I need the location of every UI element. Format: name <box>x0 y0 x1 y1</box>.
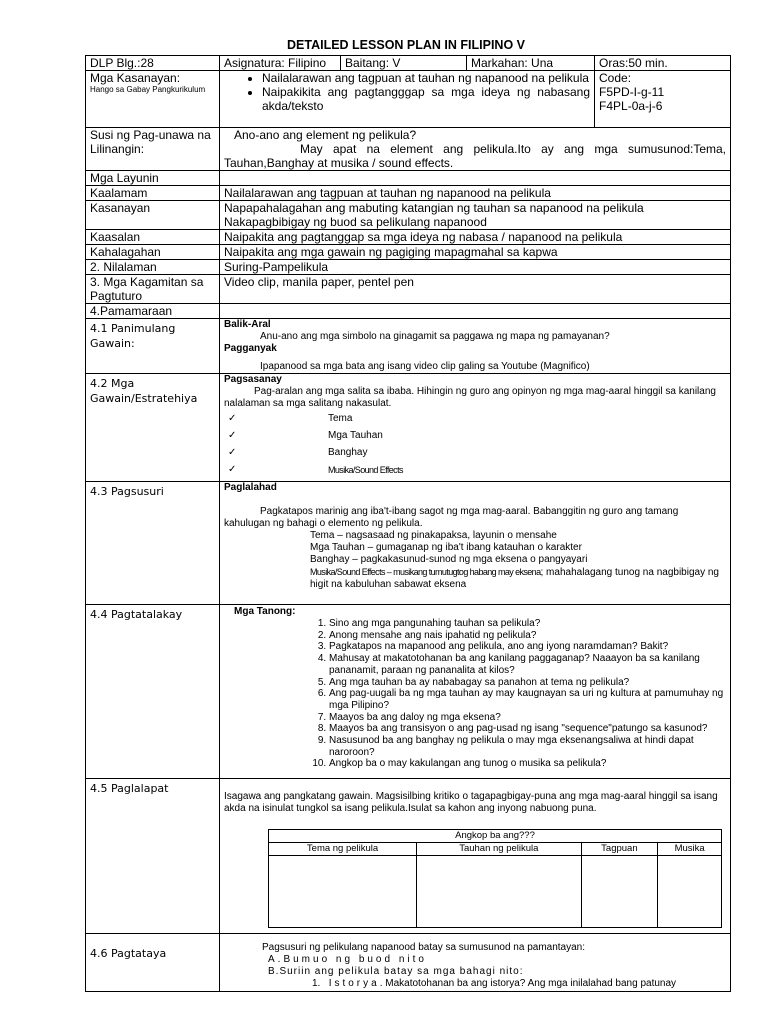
section-4-4-content <box>220 605 731 779</box>
definition-item <box>310 566 726 591</box>
section-4-5-label: 4.5 Paglalapat <box>86 779 220 934</box>
section-4-3-content <box>220 482 731 605</box>
definition-item: Tema – nagsasaad ng pinakapaksa, layunin o mensahe <box>310 530 557 541</box>
code-value: F5PD-I-g-11 <box>599 85 665 99</box>
section-4-6-content <box>220 934 731 992</box>
question-item: 9. Nasusunod ba ang banghay ng pelikula o may mga eksenangsaliwa at hindi dapat naroroon? <box>329 735 726 758</box>
subject: Asignatura: Filipino <box>220 56 341 71</box>
question-item: 3. Pagkatapos na mapanood ang pelikula, ano ang iyong naramdaman? Bakit? <box>329 641 726 653</box>
column-header: Tema ng pelikula <box>269 843 417 856</box>
materials-label: 3. Mga Kagamitan sa Pagtuturo <box>86 275 220 304</box>
critique-table <box>268 829 722 928</box>
check-icon: ✓ <box>228 429 237 441</box>
values-label: Kahalagahan <box>86 245 220 260</box>
critique-answer-row <box>269 856 722 928</box>
definition-music-term: Musika/Sound Effects – musikang tumutugtog habang may eksena <box>310 567 541 577</box>
question-item: 1. Sino ang mga pangunahing tauhan sa pelikula? <box>329 618 726 630</box>
section-4-5-content <box>220 779 731 934</box>
drill-heading: Pagsasanay <box>224 374 282 385</box>
key-answer: May apat na element ang pelikula.Ito ay ang mga sumusunod:Tema, Tauhan,Banghay at musika / sound effects. <box>224 142 727 170</box>
presentation-heading: Paglalahad <box>224 482 277 493</box>
content-label: 2. Nilalaman <box>86 260 220 275</box>
key-understanding-cell <box>220 128 731 171</box>
motivation-heading: Pagganyak <box>224 343 277 354</box>
question-item: 7. Maayos ba ang daloy ng mga eksena? <box>329 712 726 724</box>
review-heading: Balik-Aral <box>224 319 271 330</box>
questions-heading: Mga Tanong: <box>234 606 296 617</box>
knowledge-row <box>86 186 731 201</box>
definition-music-rest: ; mahahalagang tunog na nagbibigay ng higit na kabuluhan sabawat eksena <box>310 567 719 590</box>
procedure-label: 4.Pamamaraan <box>86 304 220 319</box>
document-title: DETAILED LESSON PLAN IN FILIPINO V <box>287 38 525 52</box>
lesson-plan-table <box>85 55 731 992</box>
checklist-label: Banghay <box>328 446 368 458</box>
quarter: Markahan: Una <box>467 56 595 71</box>
presentation-text: Pagkatapos marinig ang iba't-ibang sagot ng mga mag-aaral. Babanggitin ng guro ang tamang kahulugan ng bahagi o elemento ng pelikula. <box>224 506 679 529</box>
code-value: F4PL-0a-j-6 <box>599 99 663 113</box>
attitude-row <box>86 230 731 245</box>
question-item: 4. Mahusay at makatotohanan ba ang kanilang paggaganap? Naaayon ba sa kanilang pananamit, paraan ng pananalita at kilos? <box>329 653 726 676</box>
section-4-3-label: 4.3 Pagsusuri <box>86 482 220 605</box>
section-4-1 <box>86 319 731 374</box>
header-row <box>86 56 731 71</box>
question-item: 10. Angkop ba o may kakulangan ang tunog o musika sa pelikula? <box>329 758 726 770</box>
answer-cell[interactable] <box>581 856 658 928</box>
skill-objective-row <box>86 201 731 230</box>
application-text: Isagawa ang pangkatang gawain. Magsisilbing kritiko o tagapagbigay-puna ang mga mag-aaral hinggil sa isang akda na isinulat tungkol sa isang pelikula.Isulat sa kahon ang inyong nabuong puna. <box>224 791 718 814</box>
question-item: 5. Ang mga tauhan ba ay nababagay sa panahon at tema ng pelikula? <box>329 677 726 689</box>
check-icon: ✓ <box>228 412 237 424</box>
materials-value: Video clip, manila paper, pentel pen <box>220 275 731 304</box>
critique-header-row <box>269 843 722 856</box>
section-4-4 <box>86 605 731 779</box>
item-text: . Makatotohanan ba ang istorya? Ang mga inilalahad bang patunay <box>379 978 677 989</box>
check-icon: ✓ <box>228 446 237 458</box>
key-understanding-row <box>86 128 731 171</box>
checklist-item <box>224 444 726 461</box>
grade-level: Baitang: V <box>341 56 467 71</box>
skills-label-cell <box>86 71 220 128</box>
section-4-1-label: 4.1 Panimulang Gawain: <box>86 319 220 374</box>
values-value: Naipakita ang mga gawain ng pagiging mapagmahal sa kapwa <box>220 245 731 260</box>
drill-text: Pag-aralan ang mga salita sa ibaba. Hihingin ng guro ang opinyon ng mga mag-aaral hinggil sa kanilang nalalaman sa mga salitang nakasulat. <box>224 386 716 409</box>
assessment-b: B.Suriin ang pelikula batay sa mga bahagi nito: <box>268 966 524 977</box>
code-cell <box>595 71 731 128</box>
checklist-item <box>224 461 726 478</box>
assessment-a: A.Bumuo ng buod nito <box>268 954 427 965</box>
definition-item: Mga Tauhan – gumaganap ng iba't ibang katauhan o karakter <box>310 542 582 553</box>
motivation-text: Ipapanood sa mga bata ang isang video clip galing sa Youtube (Magnifico) <box>260 361 590 372</box>
definition-item: Banghay – pagkakasunud-sunod ng mga eksena o pangyayari <box>310 554 588 565</box>
key-question: Ano-ano ang element ng pelikula? <box>234 128 417 142</box>
objectives-row <box>86 171 731 186</box>
skill-objective-label: Kasanayan <box>86 201 220 230</box>
knowledge-label: Kaalamam <box>86 186 220 201</box>
assessment-intro: Pagsusuri ng pelikulang napanood batay sa sumusunod na pamantayan: <box>262 942 586 953</box>
skill-item: • Nailalarawan ang tagpuan at tauhan ng napanood na pelikula <box>262 71 590 85</box>
content-value: Suring-Pampelikula <box>220 260 731 275</box>
values-row <box>86 245 731 260</box>
section-4-1-content <box>220 319 731 374</box>
definition-list <box>224 530 726 591</box>
answer-cell[interactable] <box>269 856 417 928</box>
duration: Oras:50 min. <box>595 56 731 71</box>
item-number: 1. <box>312 978 321 989</box>
column-header: Tagpuan <box>581 843 658 856</box>
section-4-2 <box>86 374 731 482</box>
code-label: Code: <box>599 71 632 85</box>
key-understanding-label: Susi ng Pag-unawa na Lilinangin: <box>86 128 220 171</box>
section-4-3 <box>86 482 731 605</box>
skill-item: • Naipakikita ang pagtangggap sa mga ideya ng nabasang akda/teksto <box>262 85 590 113</box>
question-item: 6. Ang pag-uugali ba ng mga tauhan ay may kaugnayan sa uri ng kultura at pamumuhay ng mga Pilipino? <box>329 688 726 711</box>
answer-cell[interactable] <box>417 856 581 928</box>
checklist-item <box>224 410 726 427</box>
section-4-5 <box>86 779 731 934</box>
question-item: 8. Maayos ba ang transisyon o ang pag-usad ng isang "sequence"patungo sa kasunod? <box>329 723 726 735</box>
section-4-6 <box>86 934 731 992</box>
skills-list <box>224 71 590 113</box>
questions-list <box>224 618 726 770</box>
critique-title-row <box>269 830 722 843</box>
checklist-label: Musika/Sound Effects <box>328 464 403 475</box>
skills-list-cell <box>220 71 595 128</box>
skills-row <box>86 71 731 128</box>
section-4-4-label: 4.4 Pagtatalakay <box>86 605 220 779</box>
knowledge-value: Nailalarawan ang tagpuan at tauhan ng napanood na pelikula <box>220 186 731 201</box>
answer-cell[interactable] <box>658 856 722 928</box>
objectives-label: Mga Layunin <box>86 171 220 186</box>
critique-table-title: Angkop ba ang??? <box>269 830 722 843</box>
check-icon: ✓ <box>228 463 237 475</box>
checklist-label: Mga Tauhan <box>328 429 383 441</box>
review-text: Anu-ano ang mga simbolo na ginagamit sa paggawa ng mapa ng pamayanan? <box>260 331 610 342</box>
content-row <box>86 260 731 275</box>
section-4-2-content <box>220 374 731 482</box>
dlp-number: DLP Blg.:28 <box>86 56 220 71</box>
section-4-2-label: 4.2 Mga Gawain/Estratehiya <box>86 374 220 482</box>
attitude-label: Kaasalan <box>86 230 220 245</box>
skills-label: Mga Kasanayan: <box>90 71 181 85</box>
skill-objective-value: Napapahalagahan ang mabuting katangian ng tauhan sa napanood na pelikula Nakapagbibigay ng buod sa pelikulang napanood <box>220 201 731 230</box>
assessment-item-1 <box>224 978 726 990</box>
checklist-label: Tema <box>328 412 353 424</box>
skills-sublabel: Hango sa Gabay Pangkurikulum <box>90 85 206 94</box>
attitude-value: Naipakita ang pagtanggap sa mga ideya ng nabasa / napanood na pelikula <box>220 230 731 245</box>
checklist-item <box>224 427 726 444</box>
item-label: Istorya <box>328 978 380 989</box>
column-header: Musika <box>658 843 722 856</box>
section-4-6-label: 4.6 Pagtataya <box>86 934 220 992</box>
question-item: 2. Anong mensahe ang nais ipahatid ng pelikula? <box>329 630 726 642</box>
materials-row <box>86 275 731 304</box>
procedure-row <box>86 304 731 319</box>
column-header: Tauhan ng pelikula <box>417 843 581 856</box>
